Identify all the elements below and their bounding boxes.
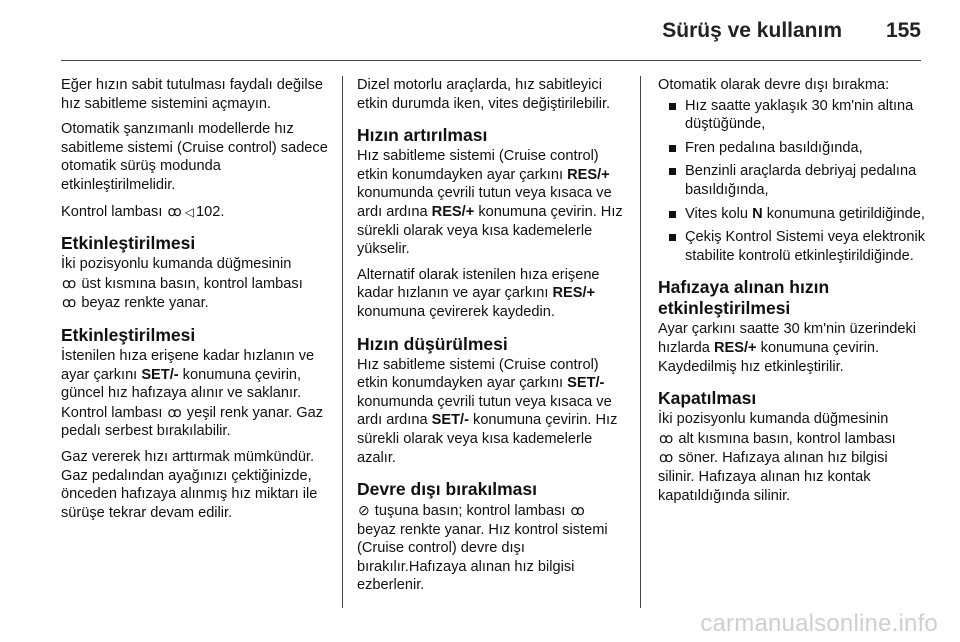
cruise-control-lamp-icon: ꝏ [659,449,674,466]
control-label: SET/- [567,375,605,392]
paragraph [61,255,329,313]
list-item [658,139,926,158]
cruise-control-lamp-icon: ꝏ [62,274,77,291]
cruise-control-lamp-icon: ꝏ [167,403,182,420]
text-column-2 [357,76,625,602]
text: alt kısmına basın, kontrol lambası [678,430,896,447]
section-heading: Hızın artırılması [357,125,488,146]
page-header-title: Sürüş ve kullanım [662,19,842,42]
section-heading: Etkinleştirilmesi [61,324,196,345]
text: beyaz renkte yanar. [81,295,209,312]
paragraph: Otomatik olarak devre dışı bırakma: [658,77,890,93]
text: İstenilen hıza erişene kadar hızlanın ve ayar çarkını [61,347,315,383]
page-reference-icon: ◁ [184,204,194,219]
column-divider-1 [342,76,343,608]
text: 102. [195,203,225,220]
text: tuşuna basın; kontrol lambası [374,503,566,520]
paragraph: Otomatik şanzımanlı modellerde hız sabitleme sistemi (Cruise control) sadece otomatik sürüş modunda etkinleştirilmelidir. [61,121,328,193]
text: Alternatif olarak istenilen hıza erişene kadar hızlanın ve ayar çarkını [357,266,600,302]
column-divider-2 [640,76,641,608]
bullet-icon [669,145,676,152]
paragraph [357,147,625,259]
list-item-text: Hız saatte yaklaşık 30 km'nin altına düştüğünde, [685,97,914,133]
list-item-text: Vites kolu [685,205,749,222]
list-item [658,228,926,265]
paragraph: Dizel motorlu araçlarda, hız sabitleyici etkin durumda iken, vites değiştirilebilir. [357,77,611,112]
section-heading: Hızın düşürülmesi [357,333,508,354]
list-item-text: Benzinli araçlarda debriyaj pedalına basıldığında, [685,163,917,198]
text: üst kısmına basın, kontrol lambası [81,275,303,292]
cruise-control-lamp-icon: ꝏ [570,502,585,519]
cruise-control-lamp-icon: ꝏ [167,202,182,219]
text: konumunda çevrili tutun veya kısaca ve ardı ardına [357,393,612,429]
text: konumuna çevirin. Kaydedilmiş hız etkinleştirilir. [658,339,880,375]
paragraph [658,410,926,505]
text: konumuna çevirerek kaydedin. [357,303,555,320]
paragraph [61,202,329,222]
text: Kontrol lambası [61,203,163,220]
text: İki pozisyonlu kumanda düğmesinin [61,256,292,273]
bullet-icon [669,168,676,175]
header-rule [61,60,921,61]
text: söner. Hafızaya alınan hız bilgisi silinir. Hafızaya alınan hız kontak kapatıldığında silinir. [658,450,888,504]
paragraph [658,320,926,376]
watermark: carmanualsonline.info [700,610,938,637]
text: konumuna çevirin, güncel hız hafızaya alınır ve saklanır. Kontrol lambası [61,366,302,421]
control-label: SET/- [431,412,469,429]
bullet-icon [669,103,676,110]
paragraph [357,501,625,595]
list-item-text: Fren pedalına basıldığında, [685,139,863,156]
bullet-icon [669,234,676,241]
text: Hız sabitleme sistemi (Cruise control) etkin konumdayken ayar çarkını [357,356,599,392]
control-label: RES/+ [567,166,610,183]
text-column-3 [658,76,926,512]
paragraph [357,356,625,468]
section-heading: Kapatılması [658,388,757,409]
list-item [658,162,926,199]
paragraph: Gaz vererek hızı arttırmak mümkündür. Gaz pedalından ayağınızı çektiğinizde, önceden hafızaya alınmış hız miktarı ile sürüşe tekrar devam edilir. [61,448,318,521]
text: Ayar çarkını saatte 30 km'nin üzerindeki hızlarda [658,321,917,356]
control-label: RES/+ [552,285,596,302]
paragraph [357,266,625,322]
control-label: RES/+ [431,203,475,220]
text: konumuna çevirin. Hız sürekli olarak veya kısa kademelerle azalır. [357,412,618,466]
paragraph [61,347,329,441]
text: konumuna çevirin. Hız sürekli olarak veya kısa kademelerle yükselir. [357,203,623,258]
list-item [658,97,926,134]
section-heading: Hafızaya alınan hızın etkinleştirilmesi [658,277,830,319]
cruise-control-lamp-icon: ꝏ [62,294,77,311]
control-label: RES/+ [713,339,757,356]
text: Hız sabitleme sistemi (Cruise control) etkin konumdayken ayar çarkını [357,148,599,183]
cruise-cancel-button-icon: ⊘ [358,502,370,519]
list-item [658,205,926,224]
control-label: N [752,205,763,222]
list-item-text: Çekiş Kontrol Sistemi veya elektronik stabilite kontrolü etkinleştirildiğinde. [685,229,926,264]
list-item-text: konumuna getirildiğinde, [766,205,925,222]
text: İki pozisyonlu kumanda düğmesinin [658,411,889,428]
bullet-icon [669,211,676,218]
cruise-control-lamp-icon: ꝏ [659,429,674,446]
section-heading: Etkinleştirilmesi [61,233,196,254]
text: konumunda çevrili tutun veya kısaca ve ardı ardına [357,185,612,220]
page-number: 155 [885,19,921,42]
text: beyaz renkte yanar. Hız kontrol sistemi (Cruise control) devre dışı bırakılır.Hafızaya alınan hız bilgisi ezberlenir. [357,521,608,594]
section-heading: Devre dışı bırakılması [357,479,537,500]
text-column-1 [61,76,329,529]
bullet-list [658,97,926,266]
text: yeşil renk yanar. Gaz pedalı serbest bırakılabilir. [61,404,324,440]
paragraph: Eğer hızın sabit tutulması faydalı değilse hız sabitleme sistemini açmayın. [61,77,324,112]
control-label: SET/- [141,366,179,383]
